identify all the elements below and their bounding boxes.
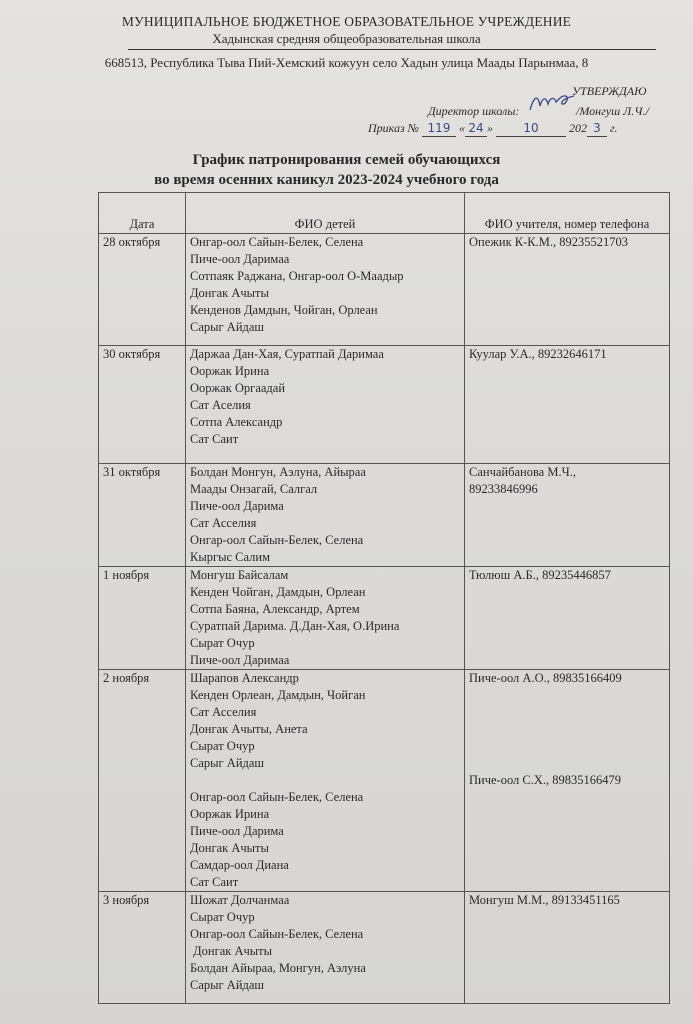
child-line: Даржаа Дан-Хая, Суратпай Даримаа [190,347,384,361]
row-teacher [465,464,670,567]
child-line: Сырат Очур [190,910,255,924]
child-line: Монгуш Байсалам [190,568,289,582]
order-line: Приказ № 119 « 24 » 10 202 3 г. [368,121,618,135]
child-line: Онгар-оол Сайын-Белек, Селена [190,235,364,249]
row-date: 2 ноября [99,670,186,892]
child-line: Сотпа Александр [190,415,283,429]
row-children [186,346,465,464]
child-line: Шарапов Александр [190,671,299,685]
approve-label: УТВЕРЖДАЮ [572,84,647,98]
document-title-line2: во время осенних каникул 2023-2024 учебного года [154,172,499,188]
row-date: 1 ноября [99,567,186,670]
child-line: Донгак Ачыты, Анета [190,722,308,736]
teacher-line: Пиче-оол А.О., 89835166409 [469,671,622,685]
schedule-table [98,192,670,1004]
header-children: ФИО детей [186,193,465,234]
director-name: /Монгуш Л.Ч./ [576,104,649,118]
row-date: 31 октября [99,464,186,567]
order-year-suffix: 3 [593,121,601,135]
teacher-line: Пиче-оол С.Х., 89835166479 [469,773,622,787]
child-line: Сарыг Айдаш [190,756,265,770]
child-line: Сотпа Баяна, Александр, Артем [190,602,360,616]
child-line: Сарыг Айдаш [190,978,265,992]
table-row [99,234,670,346]
table-header-row [99,193,670,234]
order-label: Приказ № [368,121,419,135]
header-date: Дата [99,193,186,234]
row-date: 28 октября [99,234,186,346]
child-line: Кенден Орлеан, Дамдын, Чойган [190,688,366,702]
org-name-line1: МУНИЦИПАЛЬНОЕ БЮДЖЕТНОЕ ОБРАЗОВАТЕЛЬНОЕ УЧРЕЖДЕНИЕ [121,14,572,29]
row-date: 3 ноября [99,892,186,1004]
order-day: 24 [468,121,484,135]
row-teacher [465,670,670,892]
org-address: 668513, Республика Тыва Пий-Хемский кожуун село Хадын улица Маады Парынмаа, 8 [104,55,589,70]
child-line: Онгар-оол Сайын-Белек, Селена [190,790,364,804]
child-line: Сат Саит [190,875,239,889]
child-line: Сарыг Айдаш [190,320,265,334]
teacher-line: Санчайбанова М.Ч., 89233846996 [469,465,576,496]
order-month: 10 [523,121,539,135]
table-row [99,892,670,1004]
row-children [186,670,465,892]
child-line: Сат Аселия [190,398,251,412]
child-line: Онгар-оол Сайын-Белек, Селена [190,927,364,941]
table-row [99,464,670,567]
order-number: 119 [427,121,451,135]
child-line: Шожат Долчанмаа [190,893,290,907]
header-teacher: ФИО учителя, номер телефона [465,193,670,234]
child-line: Кенденов Дамдын, Чойган, Орлеан [190,303,378,317]
child-line: Донгак Ачыты [190,944,273,958]
child-line-spacer [190,772,460,789]
row-teacher: Монгуш М.М., 89133451165 [465,892,670,1004]
row-children [186,567,465,670]
header-divider [128,49,656,50]
row-teacher: Опежик К-К.М., 89235521703 [465,234,670,346]
document-title-line1: График патронирования семей обучающихся [192,152,501,168]
child-line: Суратпай Дарима. Д.Дан-Хая, О.Ирина [190,619,400,633]
child-line: Самдар-оол Диана [190,858,289,872]
child-line: Сырат Очур [190,739,255,753]
child-line: Ооржак Ирина [190,807,270,821]
child-line: Маады Онзагай, Салгал [190,482,318,496]
child-line: Сат Асселия [190,516,257,530]
table-row [99,346,670,464]
child-line: Ооржак Оргаадай [190,381,286,395]
row-teacher: Тюлюш А.Б., 89235446857 [465,567,670,670]
order-year-prefix: 202 [568,121,587,135]
table-row [99,670,670,892]
child-line: Пиче-оол Даримаа [190,252,290,266]
director-label: Директор школы: [428,104,520,118]
row-children [186,464,465,567]
row-teacher: Куулар У.А., 89232646171 [465,346,670,464]
child-line: Кенден Чойган, Дамдын, Орлеан [190,585,366,599]
year-suffix-label: г. [609,121,618,135]
child-line: Пиче-оол Дарима [190,824,284,838]
row-date: 30 октября [99,346,186,464]
row-children [186,892,465,1004]
child-line: Сат Саит [190,432,239,446]
child-line: Пиче-оол Даримаа [190,653,290,667]
child-line: Донгак Ачыты [190,286,269,300]
child-line: Сотпаяк Раджана, Онгар-оол О-Маадыр [190,269,404,283]
org-name-line2: Хадынская средняя общеобразовательная школа [212,31,481,46]
child-line: Донгак Ачыты [190,841,269,855]
child-line: Болдан Монгун, Аэлуна, Айыраа [190,465,366,479]
table-row [99,567,670,670]
row-children [186,234,465,346]
child-line: Сырат Очур [190,636,255,650]
child-line: Болдан Айыраа, Монгун, Аэлуна [190,961,366,975]
signature [526,92,576,114]
child-line: Пиче-оол Дарима [190,499,284,513]
child-line: Кыргыс Салим [190,550,271,564]
child-line: Онгар-оол Сайын-Белек, Селена [190,533,364,547]
child-line: Сат Асселия [190,705,257,719]
child-line: Ооржак Ирина [190,364,270,378]
